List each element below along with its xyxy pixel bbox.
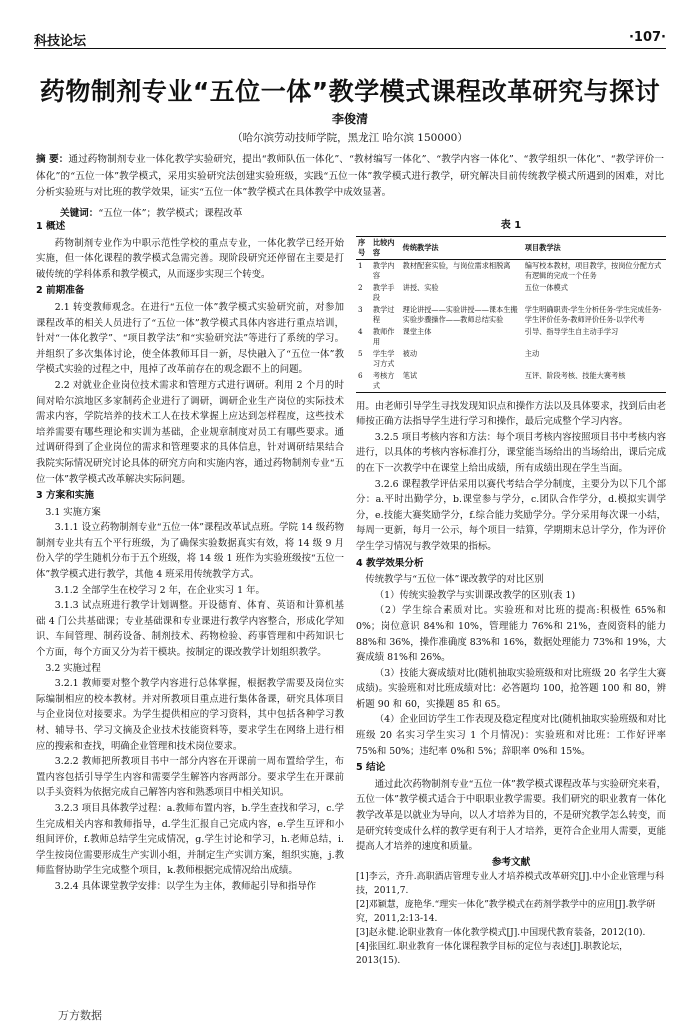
paragraph: 2.2 对就业企业岗位技术需求和管理方式进行调研。利用 2 个月的时间对哈尔滨地区多家制药企业进行了调研，调研企业生产岗位的实际技术需求内容，学院培养的技术工人在技术掌握上应达到怎样程度，这些技术培养需要有哪些理论和实训为基础，企业规章制度对员工有哪些要求。通过调研得到了企业岗位的需求和管理要求的具体信息，针对调研结果结合我院实际情况研究讨论具体的研究方向和实施内容，通过药物制剂专业“五位一体”教学模式改革解决实际问题。 xyxy=(36,379,344,485)
section-heading: 3 方案和实施 xyxy=(36,490,94,502)
table-row xyxy=(356,282,666,304)
subsection-heading: 3.1 实施方案 xyxy=(45,506,101,518)
table-cell: 学生明确职责-学生分析任务-学生完成任务-学生评价任务-教师评价任务-以学代考 xyxy=(524,304,662,324)
table-row xyxy=(356,259,666,282)
table-cell: 笔试 xyxy=(401,370,523,393)
reference-item: [4]张国红.职业教育一体化课程教学目标的定位与表述[J].职教论坛，2013(15). xyxy=(356,942,629,967)
paragraph: 用。由老师引导学生寻找发现知识点和操作方法以及具体要求，找到后由老师按正确方法指导学生进行学习和操作，最后完成整个学习内容。 xyxy=(356,400,666,428)
section-heading: 1 概述 xyxy=(36,221,66,232)
paragraph: 3.2.6 课程教学评估采用以赛代考结合学分制度，主要分为以下几个部分：a.平时出勤学分，b.课堂参与学分，c.团队合作学分，d.模拟实训学分，e.技能大赛奖励学分，f.综合能力奖励学分。学分采用每次课一小结，每周一更新，每月一公示，每个项目一结算，学期期末总计学分，作为评价学生学习情况与教学效果的指标。 xyxy=(356,478,666,552)
table-cell: 教学手段 xyxy=(372,282,395,302)
subsection-heading: 3.2 实施过程 xyxy=(45,662,101,674)
paragraph: 3.2.4 具体课堂教学安排：以学生为主体，教师起引导和指导作 xyxy=(54,880,317,892)
table-cell: 理论讲授——实验讲授——课本生搬实验步骤操作——教师总结实验 xyxy=(402,304,518,324)
abstract xyxy=(36,152,664,202)
table-row xyxy=(356,304,666,326)
comparison-table xyxy=(356,236,666,393)
table-cell: 被动 xyxy=(402,348,418,358)
table-cell: 2 xyxy=(358,282,363,292)
paragraph: 通过此次药物制剂专业“五位一体”教学模式课程改革与实验研究来看，五位一体”教学模式适合于中职职业教学需要。我们研究的职业教育一体化教学改革是以就业为导向，以人才培养为目的，不是研究教学怎么转变，而是研究转变成什么样的教学更有利于人才培养，更符合企业用人需要，更能提高人才培养的速度和质量。 xyxy=(356,778,666,853)
reference-item: [2]邓颖慧，庞艳华.“理实一体化”教学模式在药剂学教学中的应用[J].教学研究，2011,2:13-14. xyxy=(356,900,656,925)
table-header-cell: 传统教学法 xyxy=(401,236,523,259)
paragraph: 药物制剂专业作为中职示范性学校的重点专业，一体化教学已经开始实施，但一体化课程的教学模式急需完善。现阶段研究还停留在主要是打破传统的学科体系和教学模式，从而逐步实现三个转变。 xyxy=(36,237,344,280)
author: 李俊清 xyxy=(331,112,368,126)
abstract-label: 摘 要： xyxy=(36,154,69,165)
table-cell: 考核方式 xyxy=(371,370,401,393)
reference-item: [3]赵永健.论职业教育一体化教学模式[J].中国现代教育装备，2012(10). xyxy=(356,928,646,939)
table-cell: 主动 xyxy=(524,348,540,358)
footer-watermark: 万方数据 xyxy=(58,1009,102,1022)
table-cell: 教学内容 xyxy=(372,260,395,280)
left-column xyxy=(36,218,344,895)
keywords-label: 关键词： xyxy=(60,208,99,219)
keywords xyxy=(60,205,660,219)
section-heading: 5 结论 xyxy=(356,762,386,774)
table-cell: 3 xyxy=(358,304,363,314)
paragraph: 3.2.1 教师要对整个教学内容进行总体掌握，根据教学需要及岗位实际编制相应的校本教材。并对所教项目重点进行集体备课，研究具体项目与企业岗位对接要求。为学生提供相应的学习资料，其中包括各种学习教材、辅导书、学习文摘及企业技术技能资料等，要求学生在网络上进行相应的搜索和查找，明确企业管理和技术岗位要求。 xyxy=(36,678,344,752)
abstract-text: 通过药物制剂专业一体化教学实验研究，提出“教师队伍一体化”、“教材编写一体化”、“教学内容一体化”、“教学组织一体化”、“教学评价一体化”的“五位一体”教学模式，采用实验研究法创建实验班级，实践“五位一体”教学模式进行教学，研究解决目前传统教学模式所遇到的困难，对比分析实验班与对比班的教学效果，证实“五位一体”教学模式在具体教学中成效显著。 xyxy=(36,154,664,198)
table-cell: 教师作用 xyxy=(372,326,395,346)
table-cell: 教材配套实验，与岗位需求相脱离 xyxy=(402,260,511,270)
table-cell: 6 xyxy=(356,370,371,393)
table-cell: 讲授、实验 xyxy=(402,282,439,292)
table-cell: 课堂主体 xyxy=(402,326,432,336)
paragraph: （3）技能大赛成绩对比(随机抽取实验班级和对比班级 20 名学生大赛成绩)。实验班和对比班成绩对比：必答题均 100，抢答题 100 和 80，辨析题 90 和 60，实操题 85 和 65。 xyxy=(356,667,666,710)
paragraph: 3.2.2 教师把所教项目书中一部分内容在开课前一周布置给学生，布置内容包括引导学生内容和需要学生解答内容两部分。要求学生在开课前以手头资料为依据完成自己解答内容和熟悉项目中相关知识。 xyxy=(36,756,344,799)
paragraph: 3.1.3 试点班进行教学计划调整。开设德育、体育、英语和计算机基础 4 门公共基础课；专业基础课和专业课进行教学内容整合，形成化学知识、车间管理、制药设备、制剂技术、药物检验、药事管理和中药知识七个方面，每个方面又分为若干模块。按制定的课改教学计划组织教学。 xyxy=(36,600,344,659)
references-list xyxy=(356,870,666,968)
paragraph: （1）传统实验教学与实训课改教学的区别(表 1) xyxy=(374,589,576,601)
table-header-cell: 比较内容 xyxy=(371,236,401,259)
section-heading: 4 教学效果分析 xyxy=(356,557,424,569)
table-cell: 五位一体模式 xyxy=(524,282,568,292)
paragraph: 2.1 转变教师观念。在进行“五位一体”教学模式实验研究前，对参加课程改革的相关人员进行了“五位一体”教学模式具体内容进行重点培训，针对“一体化教学”、“项目教学法”和“实验研究法”等进行了系统的学习。并组织了多次集体讨论，使全体教师耳目一新，尽快融入了“五位一体”教学模式实验的过程之中，甩掉了改革前存在的观念跟不上的问题。 xyxy=(36,301,344,376)
paragraph: （4）企业回访学生工作表现及稳定程度对比(随机抽取实验班级和对比班级 20 名实习学生实习 1 个月情况)：实验班和对比班：工作好评率 75%和 50%；违纪率 0%和 5%；辞职率 0%和 15%。 xyxy=(356,714,666,757)
section-heading: 2 前期准备 xyxy=(36,285,85,297)
references-title: 参考文献 xyxy=(491,856,531,868)
reference-item: [1]李云，齐升.高职酒店管理专业人才培养模式改革研究[J].中小企业管理与科技，2011,7. xyxy=(356,872,665,897)
table-header-cell: 序号 xyxy=(356,236,371,259)
table-cell: 5 xyxy=(358,348,363,358)
keywords-text: “五位一体”；教学模式；课程改革 xyxy=(98,208,243,219)
paragraph: 3.2.5 项目考核内容和方法：每个项目考核内容按照项目书中考核内容进行，以具体的考核内容标准打分，课堂能当场给出的当场给出，课后完成的在下一次教学中在课堂上给出成绩，所有成绩出现在学生当面。 xyxy=(356,431,666,474)
table-header-cell: 项目教学法 xyxy=(523,236,666,259)
table-title: 表 1 xyxy=(500,220,522,231)
article-title: 药物制剂专业“五位一体”教学模式课程改革研究与探讨 xyxy=(39,77,661,106)
paragraph: 3.1.1 设立药物制剂专业“五位一体”课程改革试点班。学院 14 级药物制剂专业共有五个平行班级，为了确保实验数据真实有效，将 14 级 9 月份入学的学生随机分布于五个班级，将 14 级 1 班作为实验班级按“五位一体”教学模式进行教学，其他 4 班采用传统教学方式。 xyxy=(36,522,344,581)
table-cell: 4 xyxy=(358,326,363,336)
affiliation: （哈尔滨劳动技师学院，黑龙江 哈尔滨 150000） xyxy=(232,132,468,144)
table-cell: 1 xyxy=(358,260,363,270)
table-cell: 编写校本教材，项目教学，按岗位分配方式有逻辑的完成一个任务 xyxy=(524,260,662,280)
table-header-row xyxy=(356,236,666,259)
table-cell: 教学过程 xyxy=(372,304,395,324)
table-cell: 引导、指导学生自主动手学习 xyxy=(524,326,619,336)
subsection-heading: 传统教学与“五位一体”课改教学的对比区别 xyxy=(365,574,544,586)
paragraph: 3.1.2 全部学生在校学习 2 年，在企业实习 1 年。 xyxy=(54,584,265,596)
table-row xyxy=(356,348,666,370)
table-cell: 学生学习方式 xyxy=(372,348,395,368)
table-row xyxy=(356,370,666,393)
right-column xyxy=(356,218,666,968)
paragraph: （2）学生综合素质对比。实验班和对比班的提高:积极性 65%和 0%；岗位意识 84%和 10%，管理能力 76%和 21%，查阅资料的能力 88%和 36%，操作准确度 83%和 16%，数据处理能力 73%和 19%，大赛成绩 81%和 26%。 xyxy=(356,605,666,664)
page-number: ·107· xyxy=(628,30,666,45)
running-header xyxy=(34,26,666,49)
journal-column: 科技论坛 xyxy=(34,34,87,49)
paragraph: 3.2.3 项目具体教学过程：a.教师布置内容，b.学生查找和学习，c.学生完成相关内容和教师指导，d.学生汇报自己完成内容，e.学生互评和小组间评价，f.教师总结学生完成情况，g.学生讨论和学习，h.老师总结，i.学生按岗位需要形成生产实训小组，并制定生产实训方案，组织实施，j.教师监督协助学生完成整个项目，k.教师根据完成情况给出成绩。 xyxy=(36,802,344,877)
table-row xyxy=(356,326,666,348)
table-cell: 互评、阶段考核、技能大赛考核 xyxy=(523,370,666,393)
